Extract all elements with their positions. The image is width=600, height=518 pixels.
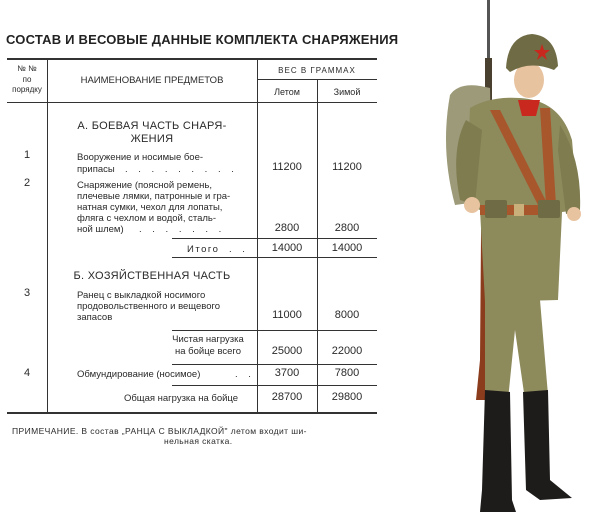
row3-winter: 8000	[334, 309, 360, 321]
name-column-divider	[257, 58, 258, 414]
header-num-line1: № №	[17, 64, 37, 73]
total-bottom-border	[172, 257, 377, 258]
section-a-line1: А. БОЕВАЯ ЧАСТЬ СНАРЯ-	[77, 120, 227, 132]
net-bottom-border	[172, 364, 377, 365]
left-hand	[464, 197, 480, 213]
row4-dots: . .	[235, 369, 255, 380]
table-bottom-border	[7, 412, 377, 414]
footnote-line1: ПРИМЕЧАНИЕ. В состав „РАНЦА С ВЫКЛАДКОЙ" летом входит ши-	[12, 426, 307, 436]
header-num-line2: по	[22, 75, 32, 84]
belt-buckle	[514, 204, 524, 216]
net-top-border	[172, 330, 377, 331]
row3-line3: запасов	[77, 312, 113, 323]
page-title: СОСТАВ И ВЕСОВЫЕ ДАННЫЕ КОМПЛЕКТА СНАРЯЖЕНИЯ	[6, 32, 399, 47]
grand-winter: 29800	[331, 391, 363, 403]
net-winter: 22000	[331, 345, 363, 357]
net-summer: 25000	[271, 345, 303, 357]
total-summer: 14000	[271, 242, 303, 254]
header-num-line3: порядку	[12, 85, 42, 94]
row2-winter: 2800	[334, 222, 360, 234]
row3-line2: продовольственного и вещевого	[77, 301, 221, 312]
row1-num: 1	[23, 149, 31, 161]
soldier-illustration	[430, 0, 600, 518]
right-boot	[523, 390, 572, 500]
bayonet	[487, 0, 490, 60]
row2-line5: ной шлем)	[77, 224, 124, 235]
total-dots: . .	[229, 244, 249, 255]
total-winter: 14000	[331, 242, 363, 254]
header-bottom-border	[7, 102, 377, 103]
header-summer: Летом	[274, 87, 300, 97]
row1-dots: . . . . . . . . .	[125, 164, 238, 175]
grand-summer: 28700	[271, 391, 303, 403]
section-b: Б. ХОЗЯЙСТВЕННАЯ ЧАСТЬ	[73, 270, 231, 282]
row3-num: 3	[23, 287, 31, 299]
row2-num: 2	[23, 177, 31, 189]
row1-summer: 11200	[272, 161, 302, 173]
row2-dots: . . . . . . .	[139, 224, 226, 235]
row4-summer: 3700	[274, 367, 300, 379]
row1-line1: Вооружение и носимые бое-	[77, 152, 204, 163]
equipment-table	[7, 58, 377, 414]
left-boot	[480, 390, 516, 512]
row1-winter: 11200	[332, 161, 362, 173]
row3-line1: Ранец с выкладкой носимого	[77, 290, 206, 301]
section-a-line2: ЖЕНИЯ	[130, 133, 174, 145]
right-hand	[567, 207, 581, 221]
trousers	[485, 300, 548, 400]
row3-summer: 11000	[272, 309, 302, 321]
row4-winter: 7800	[334, 367, 360, 379]
total-label: Итого	[187, 244, 220, 255]
row1-line2: припасы	[77, 164, 115, 175]
row2-line3: натная сумки, чехол для лопаты,	[77, 202, 223, 213]
header-weight: ВЕС В ГРАММАХ	[278, 66, 356, 75]
row2-summer: 2800	[274, 222, 300, 234]
header-winter: Зимой	[333, 87, 361, 97]
grand-label: Общая нагрузка на бойце	[123, 393, 239, 404]
net-line1: Чистая нагрузка	[172, 334, 244, 345]
row2-line2: плечевые лямки, патронные и гра-	[77, 191, 231, 202]
row4-num: 4	[23, 367, 31, 379]
row2-line1: Снаряжение (поясной ремень,	[77, 180, 213, 191]
ammo-pouch-left	[485, 200, 507, 218]
row4-label: Обмундирование (носимое)	[77, 369, 201, 380]
num-column-divider	[47, 58, 48, 414]
table-top-border	[7, 58, 377, 60]
net-line2: на бойце всего	[175, 346, 241, 357]
ammo-pouch-right	[538, 200, 560, 218]
grand-top-border	[172, 385, 377, 386]
total-top-border	[172, 238, 377, 239]
row2-line4: фляга с чехлом и водой, сталь-	[77, 213, 217, 224]
footnote	[12, 426, 392, 446]
footnote-line2: нельная скатка.	[164, 436, 233, 446]
header-name: НАИМЕНОВАНИЕ ПРЕДМЕТОВ	[80, 75, 224, 86]
